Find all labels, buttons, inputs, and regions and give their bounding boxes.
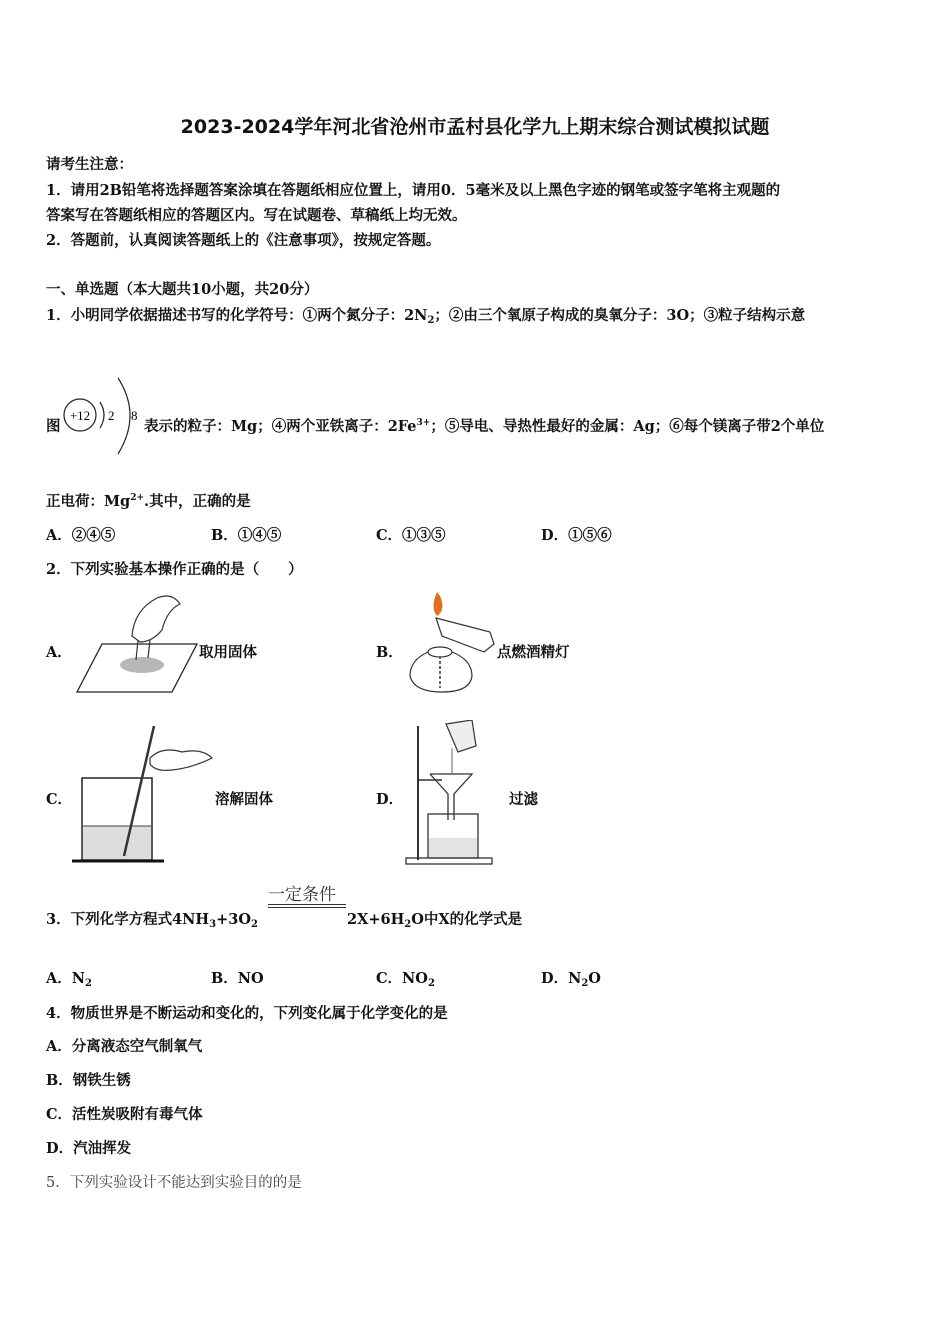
q1-option-c[interactable]: C．①③⑤ [376, 527, 446, 544]
q1-line2-b: ；⑤导电、导热性最好的金属：Ag；⑥每个镁离子带2个单位 [430, 418, 825, 435]
q3-stem-right [347, 908, 522, 930]
notice-line1b: 答案写在答题纸相应的答题区内。写在试题卷、草稿纸上均无效。 [46, 207, 467, 224]
q3-option-a[interactable] [46, 967, 92, 989]
q1-line1 [46, 304, 805, 326]
nucleus-label: +12 [69, 408, 91, 423]
q3-option-a-sub: 2 [85, 978, 92, 989]
q4-option-a[interactable]: A．分离液态空气制氧气 [46, 1038, 203, 1055]
q2-option-a-label[interactable]: A． [46, 644, 72, 661]
q1-line1-b: ；②由三个氧原子构成的臭氧分子：3O；③粒子结构示意 [434, 307, 806, 324]
q1-sup-mg: 2+ [130, 493, 145, 503]
shell1-arc [100, 402, 104, 428]
q3-option-d-sub: 2 [581, 978, 589, 989]
q4-stem: 4．物质世界是不断运动和变化的，下列变化属于化学变化的是 [46, 1005, 448, 1022]
q3-option-d-end: O [588, 970, 601, 987]
reaction-line-top [268, 904, 346, 905]
q4-option-d[interactable]: D．汽油挥发 [46, 1140, 132, 1157]
reaction-condition: 一定条件 [268, 885, 336, 905]
shell2-count: 8 [131, 408, 138, 423]
dissolve-solid-illustration [72, 718, 217, 868]
q2-option-c-label[interactable]: C． [46, 791, 73, 808]
shell2-arc [118, 378, 130, 454]
alcohol-lamp-illustration [402, 592, 497, 696]
q1-line2 [144, 415, 824, 436]
q1-sup-fe: 3+ [416, 418, 431, 428]
reaction-line-bottom [268, 907, 346, 908]
q1-sub: 2 [427, 315, 435, 326]
take-solid-illustration [72, 590, 202, 698]
q3-stem-left [46, 908, 258, 930]
page-title: 2023-2024学年河北省沧州市孟村县化学九上期末综合测试模拟试题 [180, 116, 770, 138]
q3-option-c-text: C．NO [376, 970, 428, 987]
q2-option-c-text: 溶解固体 [215, 791, 273, 808]
q2-stem: 2．下列实验基本操作正确的是（ ） [46, 561, 303, 578]
atom-structure-diagram [60, 372, 145, 462]
q2-option-d-label[interactable]: D． [376, 791, 404, 808]
q1-option-a[interactable]: A．②④⑤ [46, 527, 116, 544]
q3-stem-d: O中X的化学式是 [411, 911, 523, 928]
notice-line1: 1．请用2B铅笔将选择题答案涂填在答题纸相应位置上，请用0．5毫米及以上黑色字迹的钢笔或签字笔将主观题的 [46, 182, 781, 199]
q3-option-d-text: D．N [541, 970, 582, 987]
q2-option-b-text: 点燃酒精灯 [497, 644, 570, 661]
q1-line2-a: 表示的粒子：Mg；④两个亚铁离子：2Fe [144, 418, 417, 435]
filtration-illustration [402, 720, 512, 870]
q3-option-d[interactable] [541, 967, 601, 989]
q3-option-c[interactable] [376, 967, 435, 989]
q1-line3-b: .其中，正确的是 [144, 493, 251, 510]
q3-sub1: 3 [209, 919, 217, 930]
shell1-count: 2 [108, 408, 115, 423]
q1-line2-pre: 图 [46, 418, 61, 435]
q3-stem-b: +3O [216, 911, 251, 928]
notice-heading: 请考生注意： [46, 156, 133, 173]
q1-option-d[interactable]: D．①⑤⑥ [541, 527, 612, 544]
q3-option-a-text: A．N [46, 970, 86, 987]
q3-stem-c: 2X+6H [347, 911, 405, 928]
q3-option-c-sub: 2 [427, 978, 435, 989]
q1-line1-a: 1．小明同学依据描述书写的化学符号：①两个氮分子：2N [46, 307, 428, 324]
q2-option-d-text: 过滤 [509, 791, 538, 808]
q3-sub2: 2 [250, 919, 258, 930]
q1-line3 [46, 490, 251, 511]
q2-option-a-text: 取用固体 [199, 644, 257, 661]
q1-line3-a: 正电荷：Mg [46, 493, 131, 510]
q5-stem: 5．下列实验设计不能达到实验目的的是 [46, 1175, 302, 1191]
q1-option-b[interactable]: B．①④⑤ [211, 527, 282, 544]
section-heading: 一、单选题（本大题共10小题，共20分） [46, 281, 319, 298]
q3-option-b[interactable]: B．NO [211, 970, 264, 987]
q3-stem-a: 3．下列化学方程式4NH [46, 911, 210, 928]
q2-option-b-label[interactable]: B． [376, 644, 403, 661]
q3-sub3: 2 [404, 919, 412, 930]
q4-option-b[interactable]: B．钢铁生锈 [46, 1072, 131, 1089]
notice-line2: 2．答题前，认真阅读答题纸上的《注意事项》，按规定答题。 [46, 232, 441, 249]
q4-option-c[interactable]: C．活性炭吸附有毒气体 [46, 1106, 203, 1123]
